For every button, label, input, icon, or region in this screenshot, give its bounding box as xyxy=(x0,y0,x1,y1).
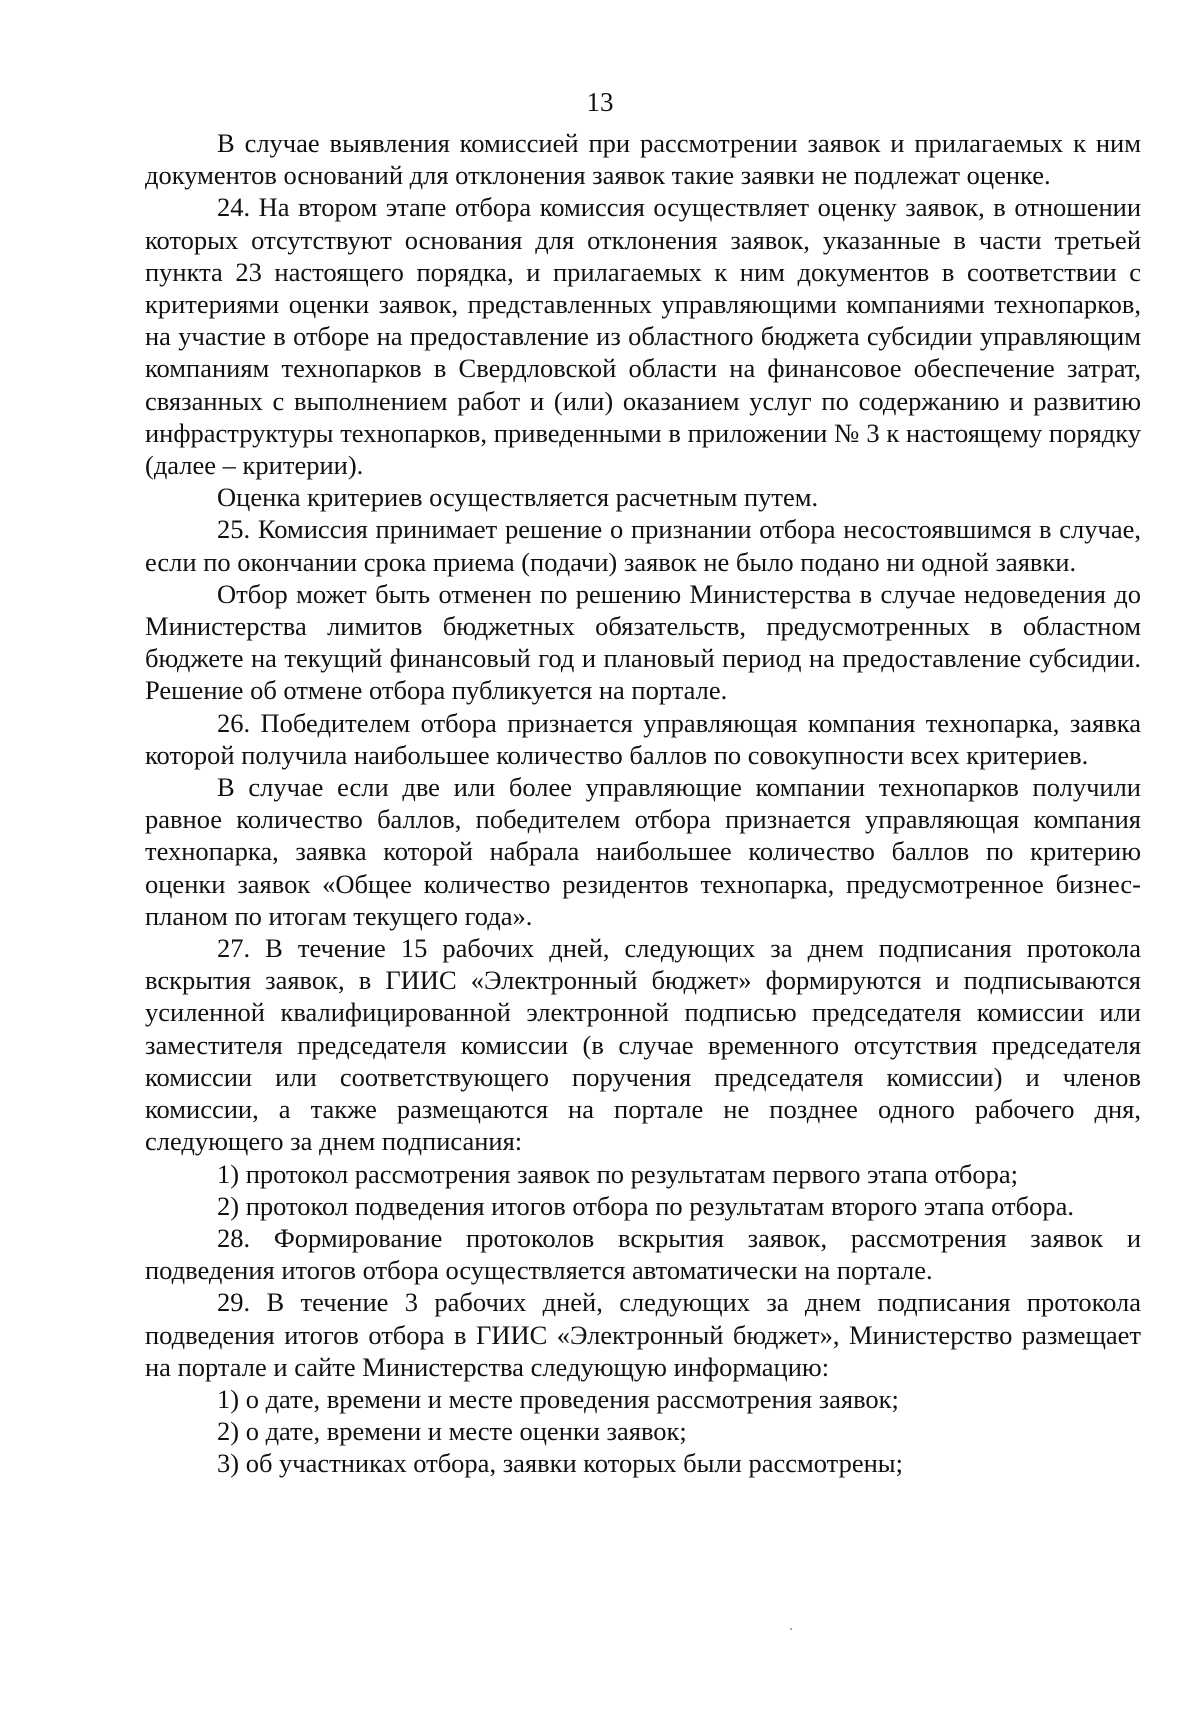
paragraph-rejection-note: В случае выявления комиссией при рассмотрении заявок и прилагаемых к ним документов оснований для отклонения заявок такие заявки не подлежат оценке. xyxy=(145,128,1141,191)
list-item-29-3: 3) об участниках отбора, заявки которых были рассмотрены; xyxy=(217,1448,903,1479)
document-body xyxy=(145,127,1141,1480)
paragraph-equal-points: В случае если две или более управляющие компании технопарков получили равное количество баллов, победителем отбора признается управляющая компания технопарка, заявка которой набрала наибольшее количество баллов по критерию оценки заявок «Общее количество резидентов технопарка, предусмотренное бизнес-планом по итогам текущего года». xyxy=(145,772,1141,931)
paragraph-item-28: 28. Формирование протоколов вскрытия заявок, рассмотрения заявок и подведения итогов отбора осуществляется автоматически на портале. xyxy=(145,1222,1141,1286)
paragraph-item-29: 29. В течение 3 рабочих дней, следующих за днем подписания протокола подведения итогов отбора в ГИИС «Электронный бюджет», Министерство размещает на портале и сайте Министерства следующую информацию: xyxy=(145,1287,1141,1382)
paragraph-item-25: 25. Комиссия принимает решение о признании отбора несостоявшимся в случае, если по окончании срока приема (подачи) заявок не было подано ни одной заявки. xyxy=(145,514,1141,577)
paragraph-item-24: 24. На втором этапе отбора комиссия осуществляет оценку заявок, в отношении которых отсутствуют основания для отклонения заявок, указанные в части третьей пункта 23 настоящего порядка, и прилагаемых к ним документов в соответствии с критериями оценки заявок, представленных управляющими компаниями технопарков, на участие в отборе на предоставление из областного бюджета субсидии управляющим компаниям технопарков в Свердловской области на финансовое обеспечение затрат, связанных с выполнением работ и (или) оказанием услуг по содержанию и развитию инфраструктуры технопарков, приведенными в приложении № 3 к настоящему порядку (далее – критерии). xyxy=(145,192,1141,481)
list-item-27-2: 2) протокол подведения итогов отбора по результатам второго этапа отбора. xyxy=(217,1190,1075,1221)
list-item-29-1: 1) о дате, времени и месте проведения рассмотрения заявок; xyxy=(217,1383,899,1414)
list-item-29-2: 2) о дате, времени и месте оценки заявок; xyxy=(217,1416,687,1447)
list-item-27-1: 1) протокол рассмотрения заявок по результатам первого этапа отбора; xyxy=(217,1158,1019,1189)
paragraph-item-27: 27. В течение 15 рабочих дней, следующих за днем подписания протокола вскрытия заявок, в ГИИС «Электронный бюджет» формируются и подписываются усиленной квалифицированной электронной подписью председателя комиссии или заместителя председателя комиссии (в случае временного отсутствия председателя комиссии или соответствующего поручения председателя комиссии) и членов комиссии, а также размещаются на портале не позднее одного рабочего дня, следующего за днем подписания: xyxy=(145,933,1141,1157)
paragraph-criteria-evaluation: Оценка критериев осуществляется расчетным путем. xyxy=(217,482,819,513)
paragraph-item-26: 26. Победителем отбора признается управляющая компания технопарка, заявка которой получила наибольшее количество баллов по совокупности всех критериев. xyxy=(145,707,1141,770)
page-number: 13 xyxy=(586,87,614,117)
scan-speck xyxy=(790,1628,792,1630)
paragraph-selection-cancellation: Отбор может быть отменен по решению Министерства в случае недоведения до Министерства лимитов бюджетных обязательств, предусмотренных в областном бюджете на текущий финансовый год и плановый период на предоставление субсидии. Решение об отмене отбора публикуется на портале. xyxy=(145,578,1141,706)
